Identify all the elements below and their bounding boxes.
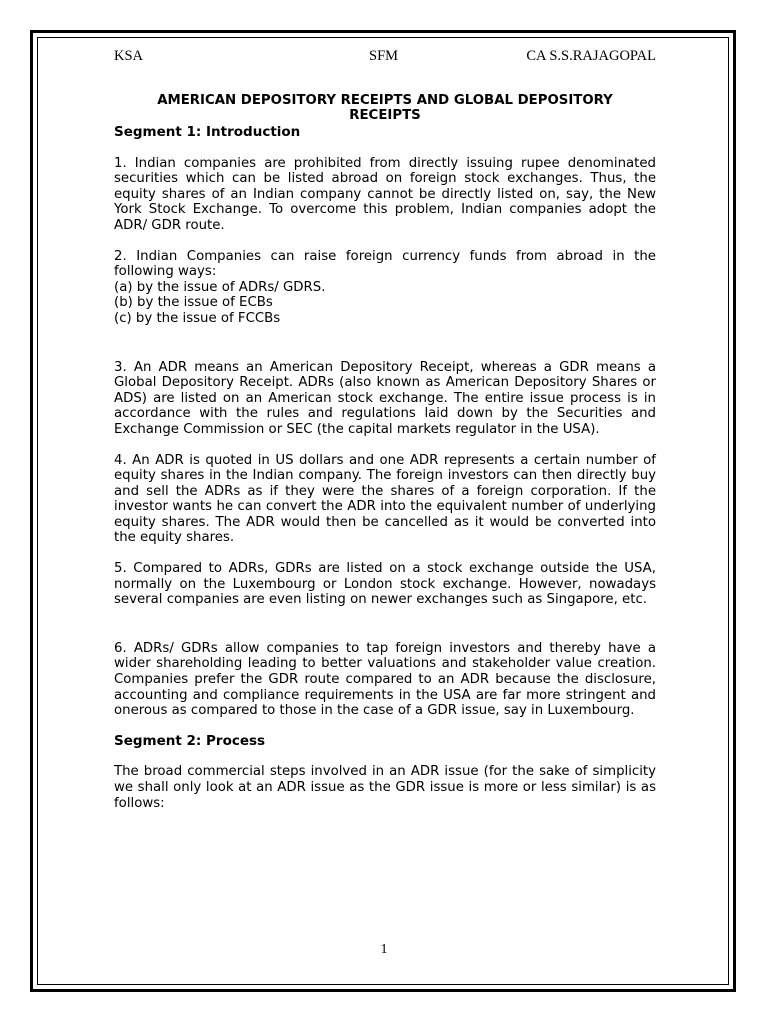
document-title: AMERICAN DEPOSITORY RECEIPTS AND GLOBAL DEPOSITORY RECEIPTS xyxy=(157,93,613,123)
paragraph-3: 3. An ADR means an American Depository Receipt, whereas a GDR means a Global Depository Receipt. ADRs (also known as American Depository Shares or ADS) are listed on an American stock exchange. The entire issue process is in accordance with the rules and regulations laid down by the Securities and Exchange Commission or SEC (the capital markets regulator in the USA). xyxy=(114,359,656,437)
paragraph-5: 5. Compared to ADRs, GDRs are listed on a stock exchange outside the USA, normally on the Luxembourg or London stock exchange. However, nowadays several companies are even listing on newer exchanges such as Singapore, etc. xyxy=(114,561,656,608)
paragraph-2-intro: 2. Indian Companies can raise foreign currency funds from abroad in the following ways: xyxy=(114,248,656,280)
header-right-text: CA S.S.RAJAGOPAL xyxy=(526,48,656,64)
paragraph-6: 6. ADRs/ GDRs allow companies to tap foreign investors and thereby have a wider shareholding leading to better valuations and stakeholder value creation. Companies prefer the GDR route compared to an ADR because the disclosure, accounting and compliance requirements in the USA are far more stringent and onerous as compared to those in the case of a GDR issue, say in Luxembourg. xyxy=(114,640,656,719)
page-header xyxy=(114,48,656,68)
segment-2-heading: Segment 2: Process xyxy=(114,732,266,749)
list-item: (b) by the issue of ECBs xyxy=(114,295,273,311)
segment-1-heading: Segment 1: Introduction xyxy=(114,124,301,140)
header-left-text: KSA xyxy=(114,48,144,64)
list-item: (c) by the issue of FCCBs xyxy=(114,310,281,326)
paragraph-1: 1. Indian companies are prohibited from directly issuing rupee denominated securities which can be listed abroad on foreign stock exchanges. Thus, the equity shares of an Indian company cannot be directly listed on, say, the New York Stock Exchange. To overcome this problem, Indian companies adopt the ADR/ GDR route. xyxy=(114,155,656,233)
header-center-text: SFM xyxy=(369,48,399,64)
segment-2-paragraph: The broad commercial steps involved in an ADR issue (for the sake of simplicity we shall only look at an ADR issue as the GDR issue is more or less similar) is as follows: xyxy=(114,764,656,811)
list-item: (a) by the issue of ADRs/ GDRS. xyxy=(114,279,326,295)
document-body xyxy=(114,93,656,811)
paragraph-4: 4. An ADR is quoted in US dollars and one ADR represents a certain number of equity shares in the Indian company. The foreign investors can then directly buy and sell the ADRs as if they were the shares of a foreign corporation. If the investor wants he can convert the ADR into the equivalent number of underlying equity shares. The ADR would then be cancelled as it would be converted into the equity shares. xyxy=(114,452,656,546)
page-number: 1 xyxy=(380,942,388,957)
